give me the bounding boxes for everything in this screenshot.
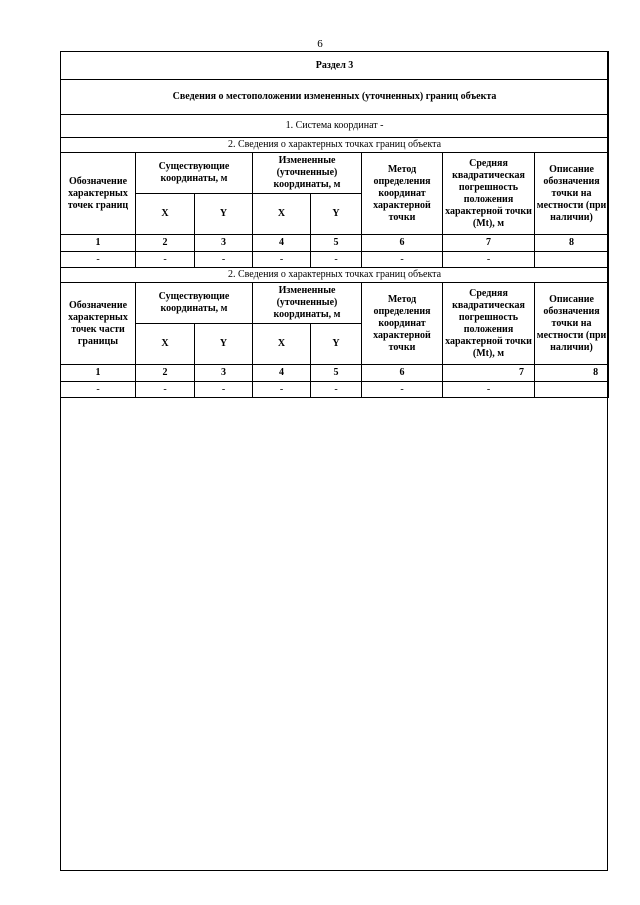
section-table: [60, 51, 609, 398]
table2-col-description: Описание обозначения точки на местности (при наличии): [535, 283, 609, 365]
table2-colnum: 1: [61, 365, 136, 382]
table2-colnum: 8: [535, 365, 609, 382]
table1-cell: -: [195, 252, 253, 268]
table2-cell: -: [253, 382, 311, 398]
table1-changed-x: X: [253, 194, 311, 235]
table1-cell: -: [443, 252, 535, 268]
table2-colnum: 3: [195, 365, 253, 382]
table2-cell: [535, 382, 609, 398]
page-number: 6: [317, 38, 323, 50]
table2-colnum: 7: [443, 365, 535, 382]
table2-col-changed: Измененные (уточненные) координаты, м: [253, 283, 362, 324]
table2-col-error: Средняя квадратическая погрешность положения характерной точки (Mt), м: [443, 283, 535, 365]
table2-changed-x: X: [253, 324, 311, 365]
table1-cell: [535, 252, 609, 268]
table1-cell: -: [311, 252, 362, 268]
table2-heading: 2. Сведения о характерных точках границ объекта: [61, 268, 609, 283]
table2-colnum: 4: [253, 365, 311, 382]
section-title: Раздел 3: [61, 52, 609, 80]
table1-cell: -: [61, 252, 136, 268]
table1-existing-y: Y: [195, 194, 253, 235]
table1-cell: -: [136, 252, 195, 268]
table1-col-existing: Существующие координаты, м: [136, 153, 253, 194]
table1-colnum: 7: [443, 235, 535, 252]
table2-existing-x: X: [136, 324, 195, 365]
section-subtitle: Сведения о местоположении измененных (уточненных) границ объекта: [61, 80, 609, 115]
table1-col-designation: Обозначение характерных точек границ: [61, 153, 136, 235]
table1-colnum: 3: [195, 235, 253, 252]
table1-col-changed: Измененные (уточненные) координаты, м: [253, 153, 362, 194]
table2-cell: -: [362, 382, 443, 398]
table1-colnum: 5: [311, 235, 362, 252]
table1-col-method: Метод определения координат характерной точки: [362, 153, 443, 235]
table2-cell: -: [136, 382, 195, 398]
table1-col-description: Описание обозначения точки на местности (при наличии): [535, 153, 609, 235]
table2-colnum: 2: [136, 365, 195, 382]
table1-colnum: 2: [136, 235, 195, 252]
table2-col-existing: Существующие координаты, м: [136, 283, 253, 324]
table1-existing-x: X: [136, 194, 195, 235]
table1-colnum: 6: [362, 235, 443, 252]
table2-cell: -: [311, 382, 362, 398]
table1-colnum: 4: [253, 235, 311, 252]
table2-changed-y: Y: [311, 324, 362, 365]
table1-cell: -: [253, 252, 311, 268]
table1-colnum: 1: [61, 235, 136, 252]
table2-colnum: 5: [311, 365, 362, 382]
table1-changed-y: Y: [311, 194, 362, 235]
table1-colnum: 8: [535, 235, 609, 252]
table2-cell: -: [195, 382, 253, 398]
coordinate-system: 1. Система координат -: [61, 115, 609, 138]
table2-col-method: Метод определения координат характерной точки: [362, 283, 443, 365]
table2-col-designation: Обозначение характерных точек части границы: [61, 283, 136, 365]
table2-colnum: 6: [362, 365, 443, 382]
table2-cell: -: [61, 382, 136, 398]
table2-cell: -: [443, 382, 535, 398]
table1-heading: 2. Сведения о характерных точках границ объекта: [61, 138, 609, 153]
table1-cell: -: [362, 252, 443, 268]
table2-existing-y: Y: [195, 324, 253, 365]
table1-col-error: Средняя квадратическая погрешность положения характерной точки (Mt), м: [443, 153, 535, 235]
